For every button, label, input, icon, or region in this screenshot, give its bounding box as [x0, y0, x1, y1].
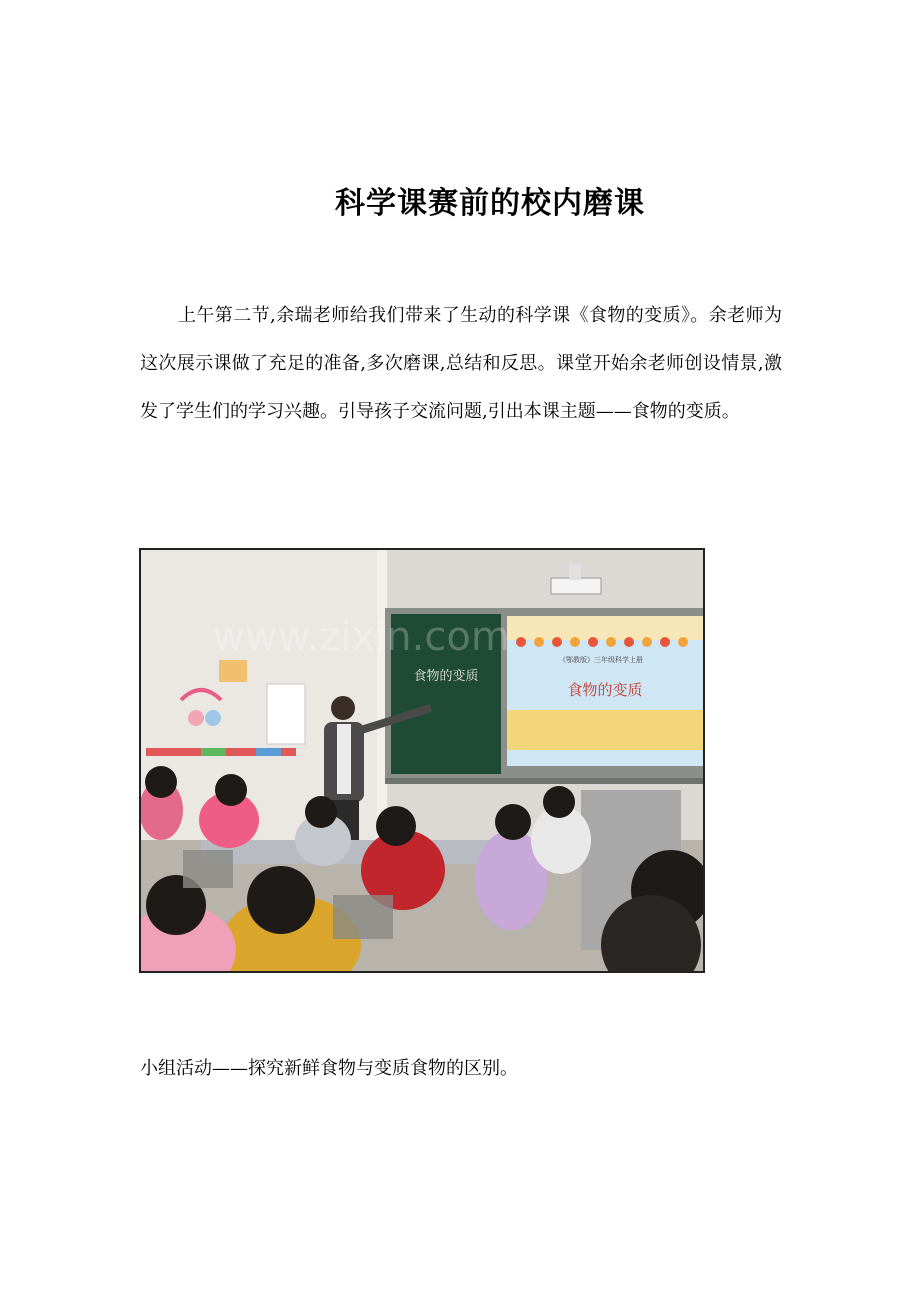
blackboard-text: 食物的变质 — [413, 669, 479, 684]
body-paragraph: 上午第二节,余瑞老师给我们带来了生动的科学课《食物的变质》。余老师为这次展示课做了充足的准备,多次磨课,总结和反思。课堂开始余老师创设情景,激发了学生们的学习兴趣。引导孩子交流问题,引出本课主题——食物的变质。 — [140, 305, 782, 422]
slide-header: 《鄂教版》三年级科学上册 — [559, 656, 643, 664]
slide-title: 食物的变质 — [567, 681, 643, 699]
page-title: 科学课赛前的校内磨课 — [335, 186, 645, 221]
classroom-photo — [139, 548, 705, 973]
watermark: www.zixin.com — [212, 614, 510, 660]
photo-caption: 小组活动——探究新鲜食物与变质食物的区别。 — [140, 1058, 518, 1079]
